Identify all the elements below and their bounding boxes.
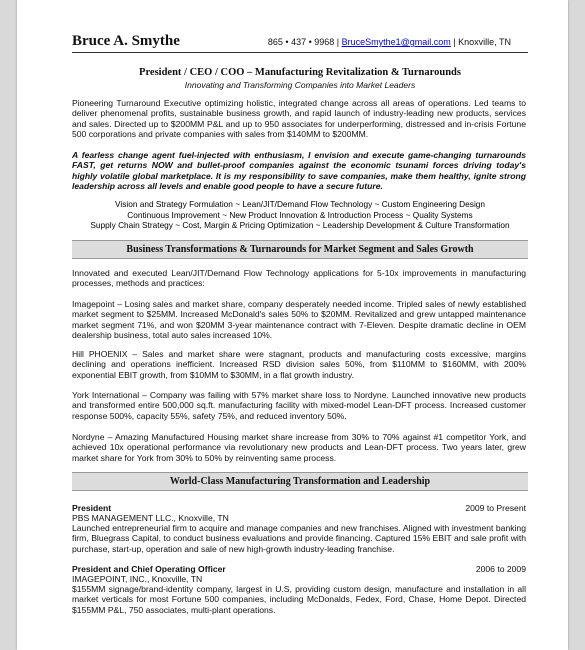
- company-name: PBS MANAGEMENT LLC., Knoxville, TN: [72, 513, 229, 523]
- email-link[interactable]: BruceSmythe1@gmail.com: [341, 37, 451, 47]
- section-intro: Innovated and executed Lean/JIT/Demand Flow Technology applications for 5-10x improvements in manufacturing processes, methods and practices:: [72, 268, 526, 289]
- location: | Knoxville, TN: [450, 37, 511, 47]
- summary-paragraph: Pioneering Turnaround Executive optimizing holistic, integrated change across all areas of operations. Led teams to deliver phenomenal profits, sustainable business growth, and rapid launch of industry-leading new products, services and sales. Directed up to $200MM P&L and up to 950 associates for underperforming, distressed and in-crisis Fortune 500 corporations and private companies with sales from $140MM to $200MM.: [72, 98, 526, 139]
- headline: President / CEO / COO – Manufacturing Revitalization & Turnarounds: [139, 67, 461, 78]
- section-header-transformations: Business Transformations & Turnarounds for Market Segment and Sales Growth: [72, 240, 528, 259]
- mission-paragraph: A fearless change agent fuel-injected with enthusiasm, I envision and execute game-changing turnarounds FAST, get returns NOW and bullet-proof companies against the economic tsunami forces driving today's highly volatile global marketplace. It is my responsibility to save companies, make them healthy, ignite strong leadership across all levels and enable good people to have a secure future.: [72, 150, 526, 191]
- achievement-item: Imagepoint – Losing sales and market share, company desperately needed income. Tripled sales of newly established market segment to $25MM. Increased McDonald's sales 50% to $20MM. Revitalized and grew untapped maintenance market segment 71%, and won $20MM 3-year maintenance contract with 7-Eleven. Despite dramatic decline in OEM dealership business, total auto sales increased 10%.: [72, 299, 526, 340]
- resume-page: [17, 0, 568, 650]
- header-divider: [72, 52, 528, 53]
- achievement-item: York International – Company was failing with 57% market share loss to Nordyne. Launched innovative new products and transformed entire 500,000 sq.ft. manufacturing facility with mixed-model Lean-DFT process. Increased customer response 500%, capacity 55%, safety 75%, and reduced inventory 50%.: [72, 390, 526, 421]
- phone-number: 865 • 437 • 9968 |: [267, 37, 342, 47]
- job-title: President and Chief Operating Officer: [72, 564, 226, 574]
- tagline: Innovating and Transforming Companies into Market Leaders: [184, 80, 416, 90]
- section-header-experience: World-Class Manufacturing Transformation and Leadership: [72, 472, 528, 491]
- competency-line: Supply Chain Strategy ~ Cost, Margin & Pricing Optimization ~ Leadership Development & Culture Transformation: [90, 220, 510, 230]
- competency-line: Vision and Strategy Formulation ~ Lean/JIT/Demand Flow Technology ~ Custom Engineering Design: [114, 199, 486, 209]
- job-dates: 2006 to 2009: [475, 564, 526, 574]
- job-dates: 2009 to Present: [465, 503, 526, 513]
- competency-line: Continuous Improvement ~ New Product Innovation & Introduction Process ~ Quality Systems: [127, 209, 473, 220]
- achievement-item: Nordyne – Amazing Manufactured Housing market share increase from 30% to 70% against #1 competitor York, and achieved 10x operational performance via revolutionary new products and Lean-DFT process. Two years later, grew market share for York from 30% to 50% by reinventing same process.: [72, 432, 526, 463]
- candidate-name: Bruce A. Smythe: [72, 33, 180, 49]
- company-name: IMAGEPOINT, INC., Knoxville, TN: [72, 574, 203, 584]
- job-title: President: [72, 503, 112, 513]
- job-description: Launched entrepreneurial firm to acquire and manage companies and new franchises. Aligned with investment banking firm, Bluegrass Capital, to conduct business evaluations and provide financing. Captured 15% EBIT and sale profit with purchase, start-up, operation and sale of new high-growth industry-leading franchise.: [72, 523, 526, 554]
- contact-line: [268, 37, 511, 47]
- achievement-item: Hill PHOENIX – Sales and market share were stagnant, products and manufacturing costs excessive, margins declining and operations inefficient. Increased RSD division sales 50%, from $110MM to $160MM, with 200% exponential EBIT growth, from $10MM to $30MM, in a flat growth industry.: [72, 349, 526, 380]
- job-description: $155MM signage/brand-identity company, largest in U.S, providing custom design, manufacture and installation in all market verticals for most Fortune 500 companies, including McDonalds, Fedex, Ford, Chase, Home Depot. Directed $155MM P&L, 750 associates, multi-plant operations.: [72, 584, 526, 615]
